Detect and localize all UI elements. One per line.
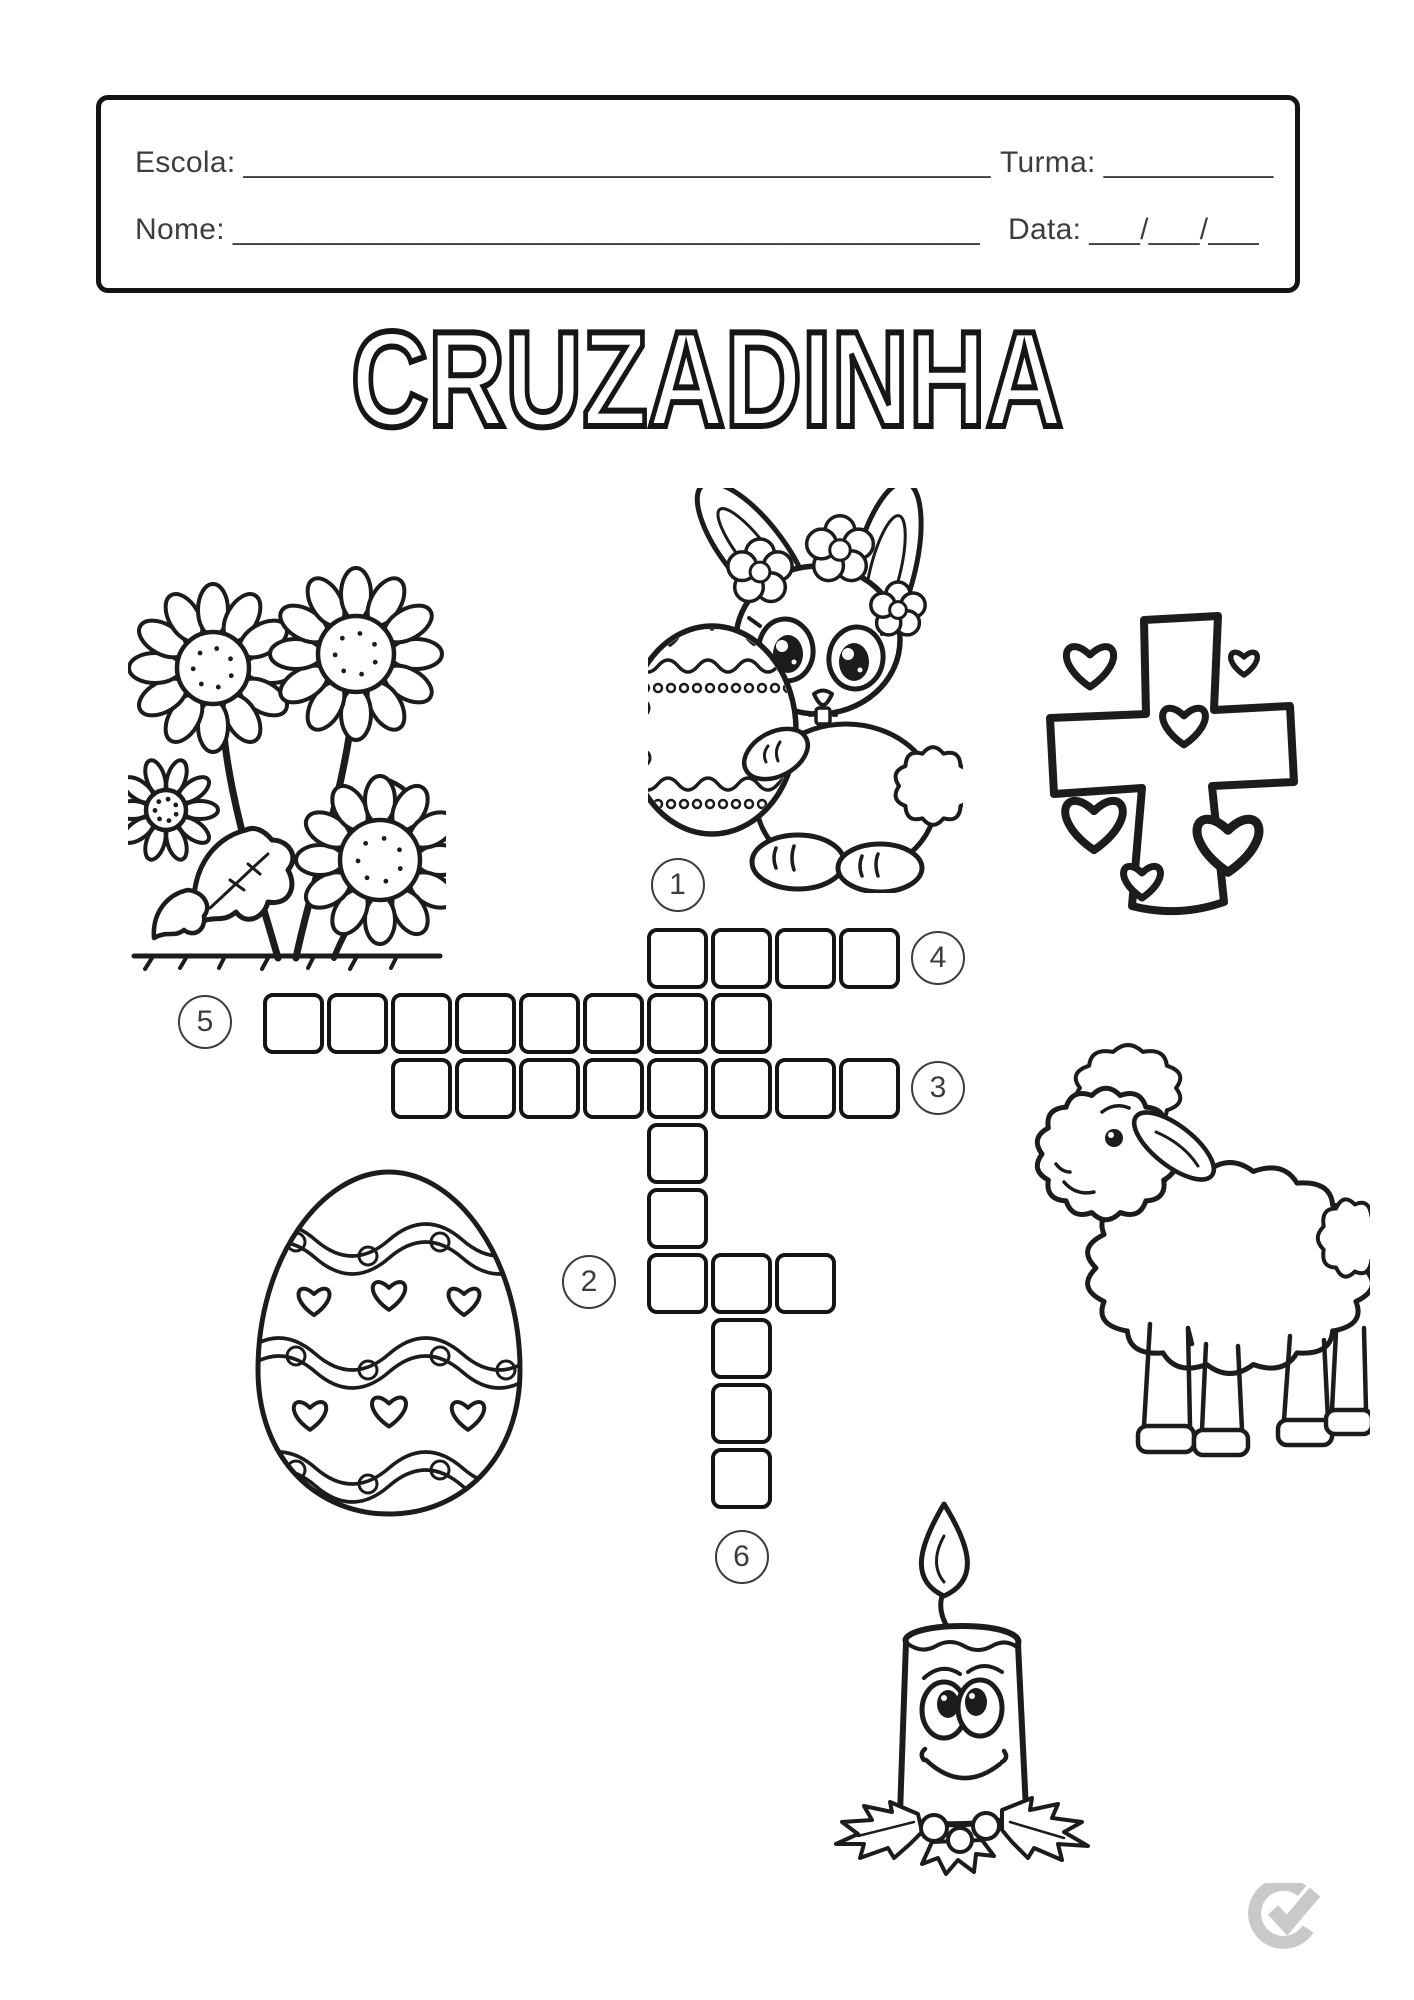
crossword-cell[interactable] <box>647 928 708 989</box>
clue-number-6: 6 <box>715 1530 769 1584</box>
crossword-cell[interactable] <box>519 993 580 1054</box>
name-blank-line[interactable]: ____________________________________________ <box>232 213 981 246</box>
date-label: Data: <box>1008 213 1082 246</box>
clue-number-2: 2 <box>562 1255 616 1309</box>
crossword-cell[interactable] <box>775 928 836 989</box>
crossword-cell[interactable] <box>455 1058 516 1119</box>
crossword-cell[interactable] <box>263 993 324 1054</box>
crossword-cell[interactable] <box>583 993 644 1054</box>
crossword-cell[interactable] <box>711 993 772 1054</box>
school-label: Escola: <box>135 146 236 179</box>
crossword-cell[interactable] <box>327 993 388 1054</box>
crossword-cell[interactable] <box>455 993 516 1054</box>
clue-number-1: 1 <box>651 858 705 912</box>
date-blank-line[interactable]: ___/___/___ <box>1089 213 1260 246</box>
crossword-cell[interactable] <box>391 993 452 1054</box>
crossword-cell[interactable] <box>775 1253 836 1314</box>
clue-number-3: 3 <box>911 1061 965 1115</box>
class-blank-line[interactable]: __________ <box>1103 146 1274 179</box>
school-blank-line[interactable]: ____________________________________________ <box>243 146 991 179</box>
svg-text:CRUZADINHA: CRUZADINHA <box>351 322 1063 452</box>
crossword-cell[interactable] <box>647 1253 708 1314</box>
clue-number-5: 5 <box>178 995 232 1049</box>
crossword-cell[interactable] <box>711 1383 772 1444</box>
crossword-cell[interactable] <box>839 928 900 989</box>
crossword-cell[interactable] <box>647 1188 708 1249</box>
crossword-cell[interactable] <box>711 1318 772 1379</box>
crossword-cell[interactable] <box>839 1058 900 1119</box>
name-label: Nome: <box>135 213 225 246</box>
crossword-cell[interactable] <box>647 1123 708 1184</box>
crossword-cell[interactable] <box>775 1058 836 1119</box>
crossword-cell[interactable] <box>647 1058 708 1119</box>
crossword-cell[interactable] <box>711 1448 772 1509</box>
crossword-cell[interactable] <box>711 928 772 989</box>
crossword-cell[interactable] <box>583 1058 644 1119</box>
class-label: Turma: <box>1000 146 1096 179</box>
clue-number-4: 4 <box>911 931 965 985</box>
crossword-cell[interactable] <box>519 1058 580 1119</box>
crossword-cell[interactable] <box>647 993 708 1054</box>
crossword-cell[interactable] <box>391 1058 452 1119</box>
crossword-cell[interactable] <box>711 1253 772 1314</box>
crossword-cell[interactable] <box>711 1058 772 1119</box>
